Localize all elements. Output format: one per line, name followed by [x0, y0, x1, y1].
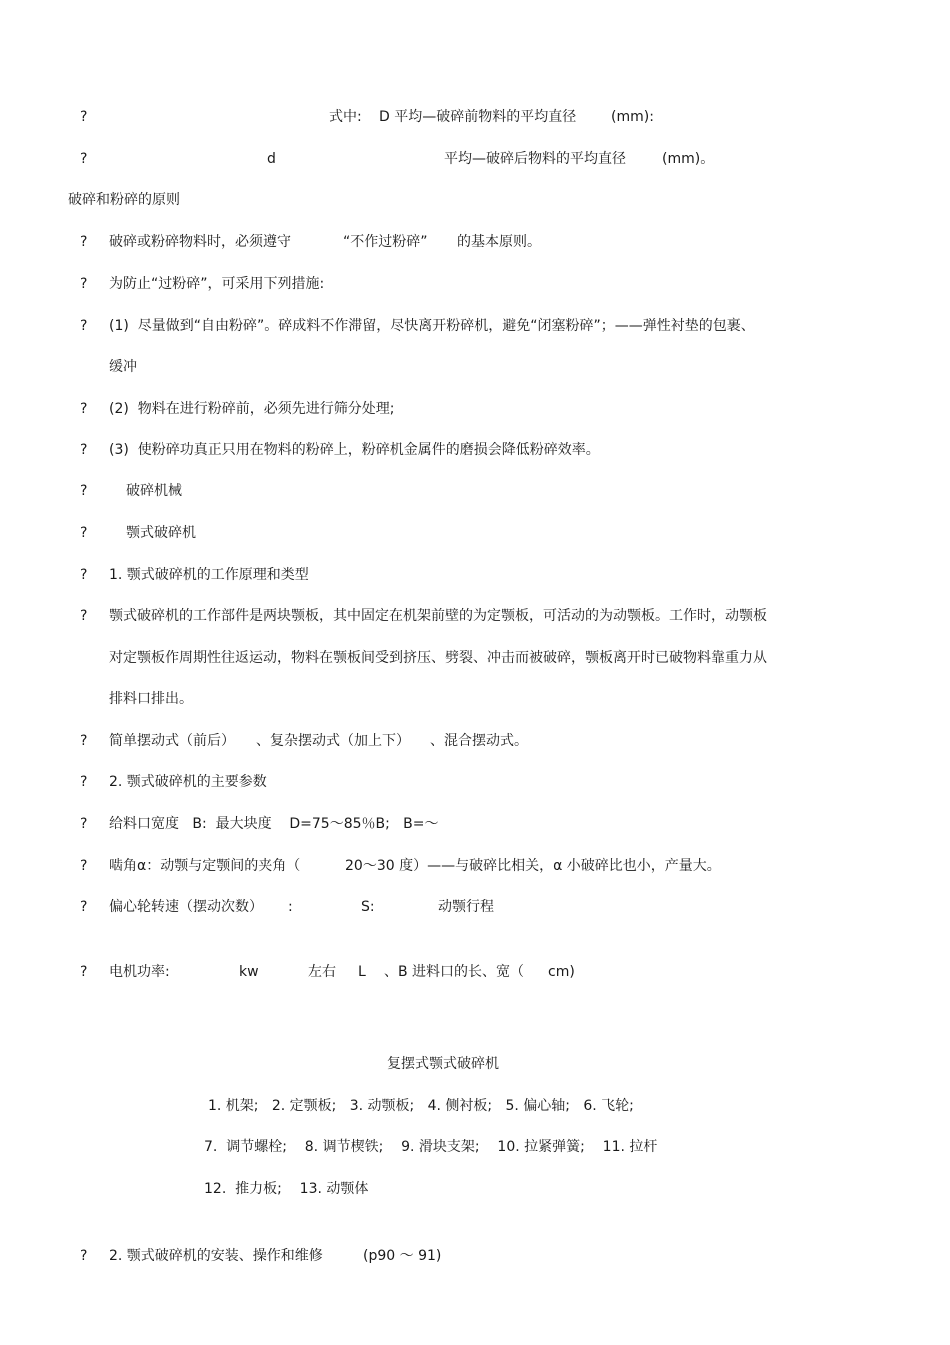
bullet-mark: ?	[80, 276, 88, 292]
paragraph-text: S:	[361, 899, 375, 915]
formula-label: 式中:	[329, 109, 362, 125]
paragraph-text: 给料口宽度 B: 最大块度 D=75～85％B; B=～	[109, 816, 439, 832]
bullet-mark: ?	[80, 442, 88, 458]
bullet-mark: ?	[80, 858, 88, 874]
figure-legend-line: 12. 推力板; 13. 动颚体	[204, 1181, 369, 1197]
figure-title: 复摆式颚式破碎机	[387, 1056, 499, 1072]
formula-unit: (mm)。	[662, 151, 715, 167]
paragraph-text: (1) 尽量做到“自由粉碎”。碎成料不作滞留，尽快离开粉碎机，避免“闭塞粉碎”；——弹性衬垫的包裹、	[109, 318, 755, 334]
bullet-mark: ?	[80, 608, 88, 624]
bullet-mark: ?	[80, 109, 88, 125]
subheading: 破碎机械	[126, 483, 182, 499]
paragraph-text: 破碎或粉碎物料时，必须遵守	[109, 234, 291, 250]
paragraph-text: 、混合摆动式。	[430, 733, 528, 749]
section-heading: 破碎和粉碎的原则	[68, 192, 180, 208]
bullet-mark: ?	[80, 151, 88, 167]
subheading: 颚式破碎机	[126, 525, 196, 541]
bullet-mark: ?	[80, 733, 88, 749]
bullet-mark: ?	[80, 483, 88, 499]
formula-text: D 平均—破碎前物料的平均直径	[379, 109, 577, 125]
page-reference: (p90 ～ 91)	[363, 1248, 442, 1264]
paragraph-text: 为防止“过粉碎”，可采用下列措施:	[109, 276, 325, 292]
paragraph-text: 的基本原则。	[457, 234, 541, 250]
paragraph-text: 2. 颚式破碎机的主要参数	[109, 774, 267, 790]
paragraph-text: 20～30 度）——与破碎比相关，α 小破碎比也小，产量大。	[345, 858, 721, 874]
paragraph-text: 动颚行程	[438, 899, 494, 915]
paragraph-text: :	[288, 899, 293, 915]
paragraph-text: L	[358, 964, 366, 980]
paragraph-text: (3) 使粉碎功真正只用在物料的粉碎上，粉碎机金属件的磨损会降低粉碎效率。	[109, 442, 600, 458]
bullet-mark: ?	[80, 774, 88, 790]
bullet-mark: ?	[80, 567, 88, 583]
paragraph-text: 简单摆动式（前后）	[109, 733, 235, 749]
bullet-mark: ?	[80, 401, 88, 417]
paragraph-text: 偏心轮转速（摆动次数）	[109, 899, 263, 915]
paragraph-text: kw	[239, 964, 259, 980]
paragraph-text: 左右	[308, 964, 336, 980]
paragraph-text: cm)	[548, 964, 575, 980]
paragraph-text: 排料口排出。	[109, 691, 193, 707]
paragraph-text: 电机功率:	[109, 964, 170, 980]
paragraph-text: (2) 物料在进行粉碎前，必须先进行筛分处理;	[109, 401, 395, 417]
bullet-mark: ?	[80, 899, 88, 915]
paragraph-text: 、复杂摆动式（加上下）	[256, 733, 410, 749]
paragraph-text: 缓冲	[109, 359, 137, 375]
formula-text: 平均—破碎后物料的平均直径	[444, 151, 626, 167]
paragraph-text: 颚式破碎机的工作部件是两块颚板，其中固定在机架前壁的为定颚板，可活动的为动颚板。工作时，动颚板	[109, 608, 767, 624]
bullet-mark: ?	[80, 1248, 88, 1264]
bullet-mark: ?	[80, 234, 88, 250]
figure-legend-line: 1. 机架; 2. 定颚板; 3. 动颚板; 4. 侧衬板; 5. 偏心轴; 6. 飞轮;	[208, 1098, 634, 1114]
bullet-mark: ?	[80, 318, 88, 334]
bullet-mark: ?	[80, 816, 88, 832]
paragraph-text: 1. 颚式破碎机的工作原理和类型	[109, 567, 309, 583]
bullet-mark: ?	[80, 964, 88, 980]
paragraph-text: 、B 进料口的长、宽（	[384, 964, 525, 980]
paragraph-text: 啮角α：动颚与定颚间的夹角（	[109, 858, 301, 874]
paragraph-text: 对定颚板作周期性往返运动，物料在颚板间受到挤压、劈裂、冲击而被破碎，颚板离开时已破物料靠重力从	[109, 650, 767, 666]
formula-unit: (mm):	[611, 109, 654, 125]
paragraph-text: 2. 颚式破碎机的安装、操作和维修	[109, 1248, 323, 1264]
bullet-mark: ?	[80, 525, 88, 541]
formula-symbol: d	[267, 151, 276, 167]
figure-legend-line: 7. 调节螺栓; 8. 调节楔铁; 9. 滑块支架; 10. 拉紧弹簧; 11. 拉杆	[204, 1139, 658, 1155]
paragraph-text: “不作过粉碎”	[343, 234, 428, 250]
